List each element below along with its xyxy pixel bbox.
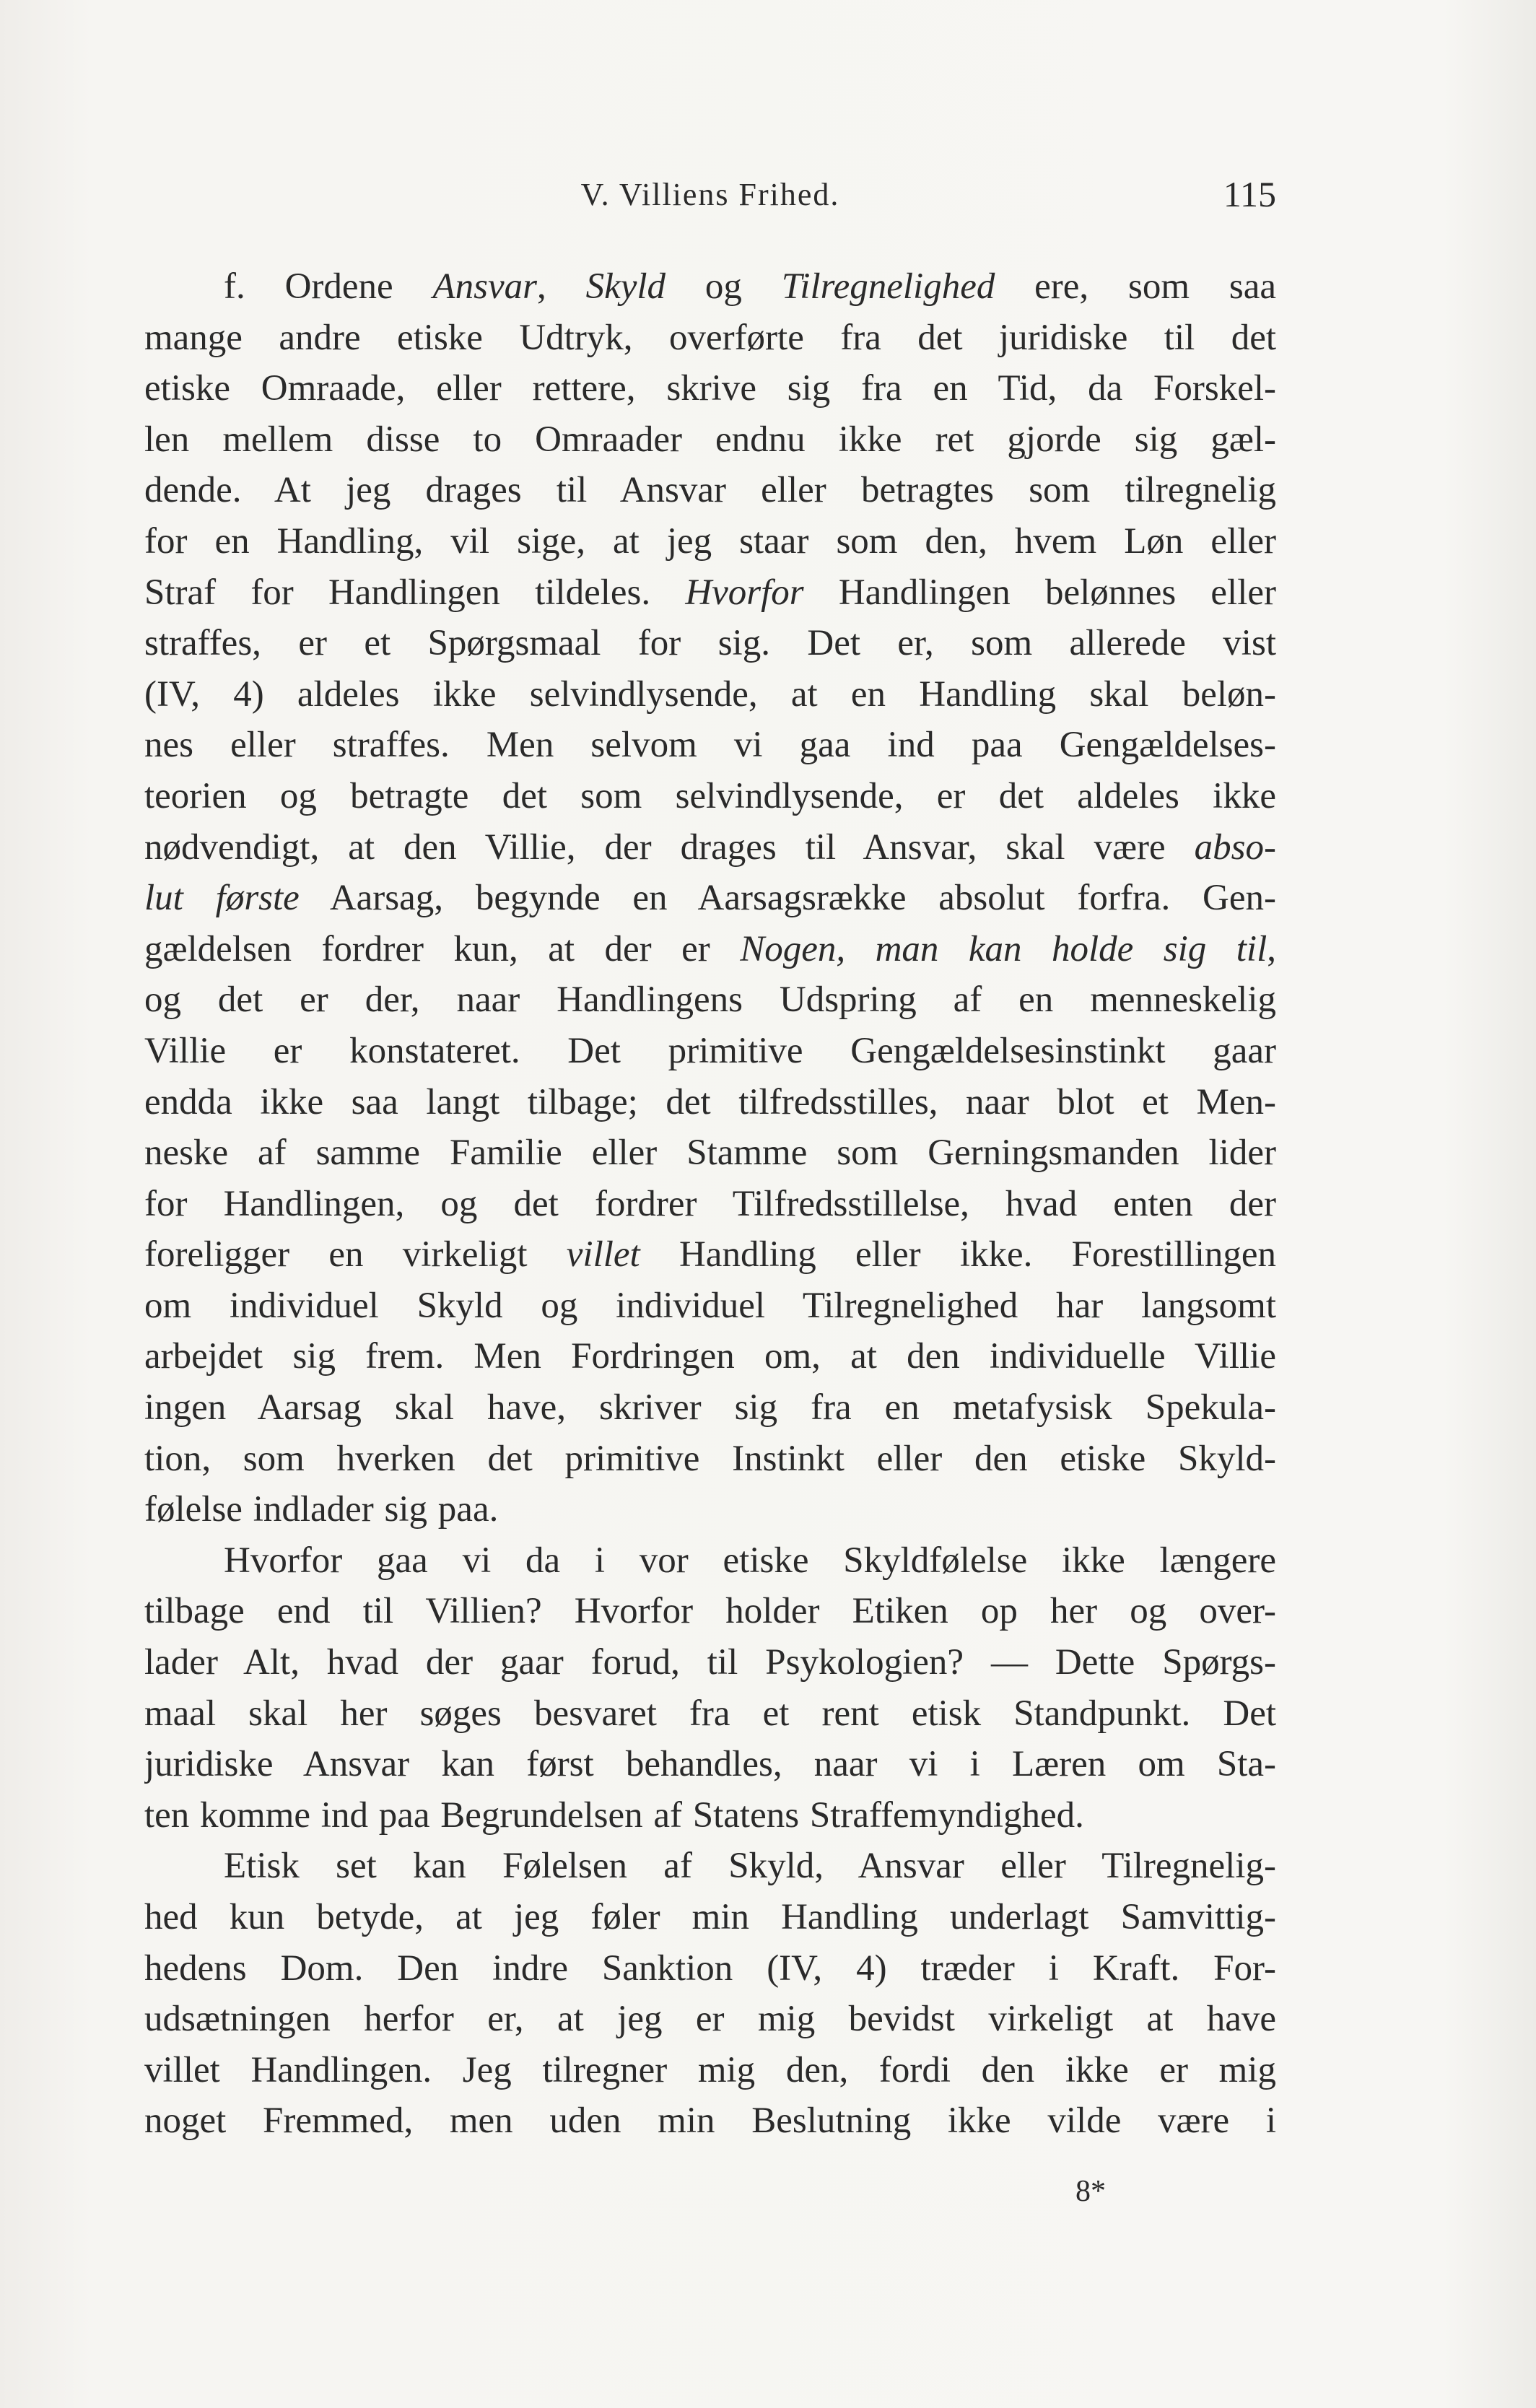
text-segment: ingen Aarsag skal have, skriver sig fra en metafysisk Spekula- [144, 1387, 1276, 1428]
text-line [144, 1994, 1276, 2045]
text-line [144, 618, 1276, 669]
text-line [144, 924, 1276, 975]
text-line [144, 1077, 1276, 1128]
text-segment: neske af samme Familie eller Stamme som Gerningsmanden lider [144, 1133, 1276, 1174]
running-title: V. Villiens Frihed. [580, 177, 840, 212]
text-segment: og det er der, naar Handlingens Udspring af en menneskelig [144, 980, 1276, 1021]
text-line [144, 1739, 1276, 1790]
text-segment: mange andre etiske Udtryk, overførte fra det juridiske til det [144, 317, 1276, 358]
text-line [144, 414, 1276, 466]
text-line [144, 1229, 1276, 1281]
text-line [144, 363, 1276, 414]
text-line [144, 873, 1276, 924]
text-segment: tion, som hverken det primitive Instinkt eller den etiske Skyld- [144, 1438, 1276, 1479]
text-segment: nødvendigt, at den Villie, der drages til Ansvar, skal være [144, 826, 1195, 868]
text-segment: Aarsag, begynde en Aarsagsrække absolut forfra. Gen- [299, 878, 1276, 919]
text-segment: ten komme ind paa Begrundelsen af Statens Straffemyndighed. [144, 1794, 1084, 1836]
text-segment: tilbage end til Villien? Hvorfor holder Etiken op her og over- [144, 1591, 1276, 1632]
text-line [144, 669, 1276, 720]
italic-text: villet [566, 1234, 640, 1275]
text-segment: noget Fremmed, men uden min Beslutning ikke vilde være i [144, 2101, 1276, 2142]
text-segment: teorien og betragte det som selvindlysende, er det aldeles ikke [144, 775, 1276, 816]
text-line [144, 261, 1276, 313]
text-segment: arbejdet sig frem. Men Fordringen om, at den individuelle Villie [144, 1336, 1276, 1377]
text-segment: hedens Dom. Den indre Sanktion (IV, 4) træder i Kraft. For- [144, 1947, 1276, 1989]
text-line [144, 771, 1276, 822]
text-segment: nes eller straffes. Men selvom vi gaa ind paa Gengældelses- [144, 725, 1276, 766]
text-line [144, 516, 1276, 567]
text-segment: dende. At jeg drages til Ansvar eller betragtes som tilregnelig [144, 470, 1276, 511]
text-line [144, 465, 1276, 516]
text-segment: gældelsen fordrer kun, at der er [144, 928, 741, 969]
text-line [144, 1179, 1276, 1230]
text-segment: Straf for Handlingen tildeles. [144, 572, 686, 613]
text-line [144, 1943, 1276, 1994]
text-line [144, 1637, 1276, 1688]
text-segment: og [666, 266, 782, 307]
text-line [144, 1281, 1276, 1332]
text-line [144, 1688, 1276, 1740]
text-segment: Handlingen belønnes eller [803, 572, 1276, 613]
text-segment: juridiske Ansvar kan først behandles, naar vi i Læren om Sta- [144, 1744, 1276, 1785]
text-line [144, 313, 1276, 364]
text-segment: hed kun betyde, at jeg føler min Handling underlagt Samvittig- [144, 1897, 1276, 1937]
italic-text: Ansvar [432, 266, 537, 307]
text-segment: villet Handlingen. Jeg tilregner mig den, fordi den ikke er mig [144, 2049, 1276, 2090]
text-line [144, 2045, 1276, 2096]
signature-mark: 8* [1075, 2175, 1106, 2208]
text-segment: , [1267, 928, 1276, 969]
text-line [144, 1790, 1276, 1841]
italic-text: Nogen, man kan holde sig til [740, 928, 1267, 969]
text-line [144, 974, 1276, 1026]
text-line [144, 1535, 1276, 1587]
text-line [144, 1892, 1276, 1943]
text-line [144, 822, 1276, 873]
text-line [144, 2095, 1276, 2147]
text-line [144, 1841, 1276, 1892]
text-segment: etiske Omraade, eller rettere, skrive sig fra en Tid, da Forskel- [144, 368, 1276, 409]
text-segment: lader Alt, hvad der gaar forud, til Psykologien? — Dette Spørgs- [144, 1642, 1276, 1683]
text-segment: for en Handling, vil sige, at jeg staar som den, hvem Løn eller [144, 520, 1276, 562]
text-segment: straffes, er et Spørgsmaal for sig. Det er, som allerede vist [144, 623, 1276, 664]
italic-text: Tilregnelighed [781, 266, 995, 307]
text-segment: len mellem disse to Omraader endnu ikke ret gjorde sig gæl- [144, 419, 1276, 460]
text-line [144, 1331, 1276, 1382]
text-segment: Villie er konstateret. Det primitive Gengældelsesinstinkt gaar [144, 1030, 1276, 1071]
text-segment: Handling eller ikke. Forestillingen [640, 1234, 1276, 1275]
text-line [144, 720, 1276, 771]
text-segment: Hvorfor gaa vi da i vor etiske Skyldfølelse ikke længere [224, 1540, 1276, 1581]
page-number: 115 [1223, 174, 1276, 214]
text-segment: for Handlingen, og det fordrer Tilfredsstillelse, hvad enten der [144, 1183, 1276, 1224]
text-line [144, 1484, 1276, 1535]
italic-text: lut første [144, 878, 300, 919]
text-segment: f. Ordene [224, 266, 433, 307]
text-segment: følelse indlader sig paa. [144, 1489, 499, 1530]
text-line [144, 567, 1276, 619]
body-text [144, 261, 1276, 2147]
italic-text: Hvorfor [685, 572, 804, 613]
text-segment: Etisk set kan Følelsen af Skyld, Ansvar eller Tilregnelig- [224, 1846, 1276, 1887]
text-segment: (IV, 4) aldeles ikke selvindlysende, at en Handling skal beløn- [144, 673, 1276, 715]
running-head [144, 172, 1276, 222]
text-segment: udsætningen herfor er, at jeg er mig bevidst virkeligt at have [144, 1999, 1276, 2040]
text-segment: om individuel Skyld og individuel Tilregnelighed har langsomt [144, 1285, 1276, 1326]
text-segment: endda ikke saa langt tilbage; det tilfredsstilles, naar blot et Men- [144, 1081, 1276, 1122]
text-line [144, 1434, 1276, 1485]
text-line [144, 1127, 1276, 1179]
text-segment: ere, som saa [995, 266, 1276, 307]
text-line [144, 1382, 1276, 1434]
italic-text: Skyld [585, 266, 666, 307]
italic-text: abso- [1194, 826, 1276, 868]
text-segment: , [537, 266, 586, 307]
text-segment: foreligger en virkeligt [144, 1234, 567, 1275]
text-line [144, 1026, 1276, 1077]
text-line [144, 1586, 1276, 1637]
text-segment: maal skal her søges besvaret fra et rent etisk Standpunkt. Det [144, 1693, 1276, 1734]
